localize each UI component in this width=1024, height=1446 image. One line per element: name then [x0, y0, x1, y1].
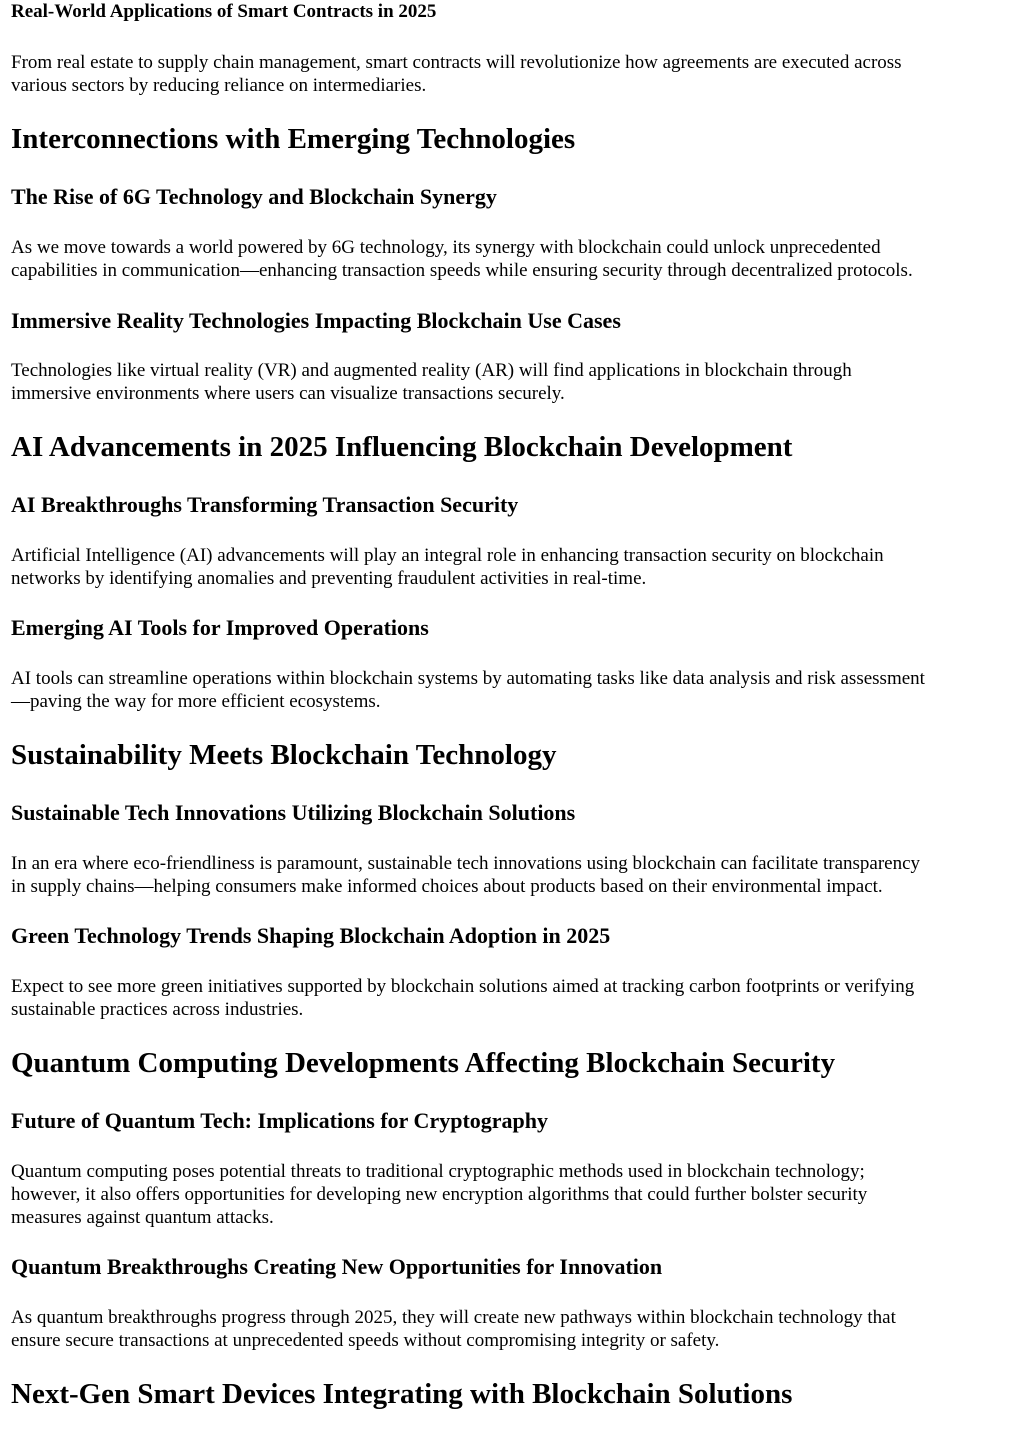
paragraph-line: As we move towards a world powered by 6G technology, its synergy with blockchain could unlock unprecedented	[11, 237, 881, 258]
heading-quantum-computing: Quantum Computing Developments Affecting Blockchain Security	[11, 1047, 836, 1079]
paragraph-line: Expect to see more green initiatives supported by blockchain solutions aimed at tracking carbon footprints or verifying	[11, 976, 915, 997]
paragraph-line: From real estate to supply chain management, smart contracts will revolutionize how agreements are executed across	[11, 52, 902, 73]
paragraph-line: ensure secure transactions at unprecedented speeds without compromising integrity or safety.	[11, 1330, 720, 1351]
heading-smart-contracts: Real-World Applications of Smart Contracts in 2025	[11, 1, 437, 22]
heading-green-technology: Green Technology Trends Shaping Blockchain Adoption in 2025	[11, 923, 611, 948]
paragraph-line: Quantum computing poses potential threats to traditional cryptographic methods used in blockchain technology;	[11, 1161, 865, 1182]
paragraph-ai-transaction-security	[11, 544, 884, 590]
heading-quantum-cryptography: Future of Quantum Tech: Implications for Cryptography	[11, 1108, 549, 1133]
paragraph-line: Technologies like virtual reality (VR) and augmented reality (AR) will find applications in blockchain through	[11, 360, 852, 381]
heading-ai-tools: Emerging AI Tools for Improved Operations	[11, 615, 429, 640]
paragraph-ai-tools	[11, 667, 925, 713]
paragraph-line: AI tools can streamline operations within blockchain systems by automating tasks like data analysis and risk assessment	[11, 668, 925, 689]
paragraph-line: immersive environments where users can visualize transactions securely.	[11, 383, 565, 404]
paragraph-line: As quantum breakthroughs progress through 2025, they will create new pathways within blockchain technology that	[11, 1307, 896, 1328]
paragraph-line: In an era where eco-friendliness is paramount, sustainable tech innovations using blockchain can facilitate transparency	[11, 853, 921, 874]
heading-sustainable-tech: Sustainable Tech Innovations Utilizing Blockchain Solutions	[11, 800, 576, 825]
paragraph-6g-blockchain	[11, 236, 913, 282]
heading-ai-transaction-security: AI Breakthroughs Transforming Transaction Security	[11, 492, 519, 517]
heading-immersive-reality: Immersive Reality Technologies Impacting Blockchain Use Cases	[11, 308, 621, 333]
paragraph-quantum-cryptography	[11, 1160, 867, 1229]
heading-6g-blockchain: The Rise of 6G Technology and Blockchain Synergy	[11, 184, 497, 209]
paragraph-line: measures against quantum attacks.	[11, 1207, 274, 1228]
paragraph-line: sustainable practices across industries.	[11, 999, 304, 1020]
paragraph-line: —paving the way for more efficient ecosystems.	[11, 691, 381, 712]
paragraph-quantum-breakthroughs	[11, 1306, 896, 1352]
heading-sustainability: Sustainability Meets Blockchain Technology	[11, 739, 557, 771]
paragraph-line: networks by identifying anomalies and preventing fraudulent activities in real-time.	[11, 568, 647, 589]
paragraph-line: Artificial Intelligence (AI) advancements will play an integral role in enhancing transaction security on blockchain	[11, 545, 884, 566]
paragraph-immersive-reality	[11, 359, 852, 405]
paragraph-sustainable-tech	[11, 852, 920, 898]
paragraph-line: various sectors by reducing reliance on intermediaries.	[11, 75, 427, 96]
paragraph-smart-contracts	[11, 51, 902, 97]
paragraph-line: capabilities in communication—enhancing transaction speeds while ensuring security through decentralized protocols.	[11, 260, 913, 281]
heading-emerging-technologies: Interconnections with Emerging Technologies	[11, 123, 576, 155]
heading-quantum-breakthroughs: Quantum Breakthroughs Creating New Opportunities for Innovation	[11, 1254, 663, 1279]
heading-smart-devices: Next-Gen Smart Devices Integrating with Blockchain Solutions	[11, 1378, 793, 1410]
heading-ai-advancements: AI Advancements in 2025 Influencing Blockchain Development	[11, 431, 793, 463]
paragraph-line: in supply chains—helping consumers make informed choices about products based on their environmental impact.	[11, 876, 883, 897]
paragraph-line: however, it also offers opportunities for developing new encryption algorithms that could further bolster security	[11, 1184, 868, 1205]
paragraph-green-technology	[11, 975, 914, 1021]
